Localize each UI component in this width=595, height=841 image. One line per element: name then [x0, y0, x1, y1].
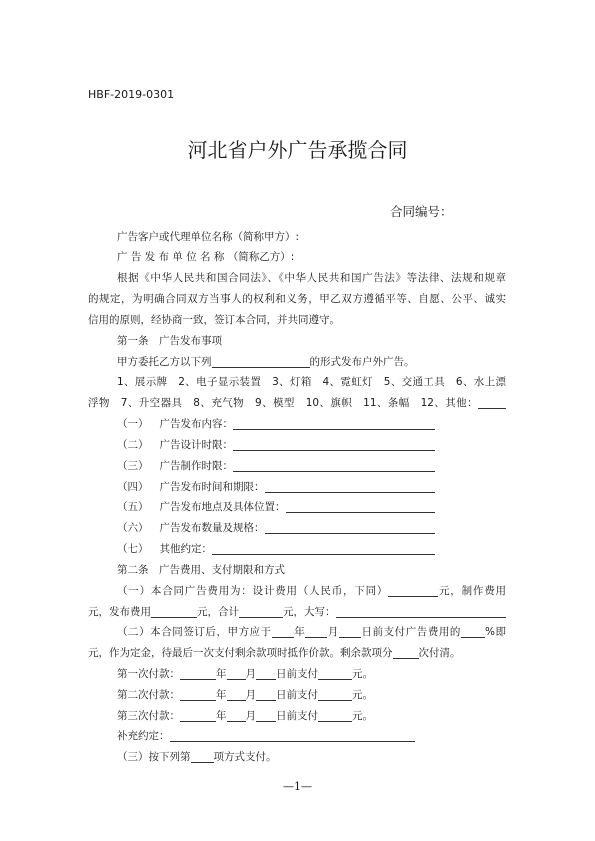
- blank-field: [191, 750, 214, 763]
- article-1-item: [88, 456, 435, 477]
- blank-field: [286, 500, 436, 513]
- deposit-text: 元，作为定金，待最后一次支付剩余款项时抵作价款。剩余款项分: [88, 647, 393, 660]
- blank-field: [461, 625, 485, 638]
- installment-text: 年: [216, 667, 227, 680]
- blank-field: [265, 480, 436, 493]
- fee-text: 元，合计: [197, 605, 239, 618]
- contract-body: [88, 227, 506, 769]
- deposit-text: 日前支付广告费用的: [360, 626, 461, 639]
- installment-text: 月: [245, 688, 256, 701]
- blank-field: [227, 667, 246, 680]
- installment-text: 第一次付款：: [117, 667, 180, 680]
- installment-text: 元。: [352, 667, 373, 680]
- entrust-text: 的形式发布户外广告。: [309, 355, 415, 368]
- fee-clause-line-1: [88, 581, 506, 602]
- item-number: （四）: [117, 480, 149, 493]
- entrust-text: 甲方委托乙方以下列: [117, 355, 212, 368]
- blank-field: [305, 625, 327, 638]
- blank-field: [393, 646, 419, 659]
- form-options-line-2: [88, 393, 506, 414]
- article-1-item: [88, 518, 435, 539]
- item-label: 广告发布地点及具体位置：: [159, 501, 286, 514]
- deposit-clause-line-2: [88, 643, 506, 664]
- blank-field: [180, 709, 216, 722]
- deposit-text: %即: [484, 626, 507, 639]
- form-options-text: 1、展示牌 2、电子显示装置 3、灯箱 4、霓虹灯 5、交通工具 6、水上漂: [117, 376, 506, 389]
- party-b-line: [88, 247, 506, 268]
- item-label: 广告发布时间和期限：: [159, 480, 265, 493]
- blank-field: [227, 688, 246, 701]
- form-options-text: 浮物 7、升空器具 8、充气物 9、模型 10、旗帜 11、条幅 12、其他：: [88, 397, 478, 410]
- blank-field: [478, 396, 506, 409]
- fee-clause-line-2: [88, 602, 506, 623]
- blank-field: [388, 584, 438, 597]
- installment-text: 年: [216, 709, 227, 722]
- blank-field: [339, 625, 361, 638]
- installment-text: 第三次付款：: [117, 709, 180, 722]
- blank-field: [227, 709, 246, 722]
- installment-text: 年: [216, 688, 227, 701]
- blank-field: [318, 667, 352, 680]
- blank-field: [318, 709, 352, 722]
- preamble-line-2: [88, 289, 506, 310]
- blank-field: [212, 542, 435, 555]
- article-1-heading: [88, 331, 506, 352]
- contract-title: 河北省户外广告承揽合同: [187, 138, 408, 162]
- fee-text: 元，制作费用: [438, 584, 507, 597]
- item-number: （六）: [117, 522, 149, 535]
- item-number: （五）: [117, 501, 149, 514]
- blank-field: [336, 605, 507, 618]
- installment-text: 元。: [352, 688, 373, 701]
- blank-field: [212, 355, 310, 368]
- item-label: 广告设计时限：: [159, 438, 233, 451]
- article-heading-text: 第二条 广告费用、支付期限和方式: [117, 563, 285, 576]
- article-1-item: [88, 414, 435, 435]
- article-1-item: [88, 435, 435, 456]
- installment-text: 元。: [352, 709, 373, 722]
- article-heading-text: 第一条 广告发布事项: [117, 334, 222, 347]
- installment-line: [88, 685, 506, 706]
- installment-line: [88, 664, 506, 685]
- blank-field: [239, 605, 283, 618]
- item-label: 广告制作时限：: [159, 459, 233, 472]
- blank-field: [151, 605, 197, 618]
- document-code: HBF-2019-0301: [88, 88, 175, 101]
- installment-text: 日前支付: [276, 667, 318, 680]
- article-2-heading: [88, 560, 506, 581]
- form-options-line-1: [88, 372, 506, 393]
- article-1-item: [88, 539, 435, 560]
- item-number: （一）: [117, 418, 149, 431]
- preamble-text: 根据《中华人民共和国合同法》、《中华人民共和国广告法》等法律、法规和规章: [117, 272, 506, 285]
- fee-text: 元，发布费用: [88, 605, 151, 618]
- article-1-item: [88, 477, 435, 498]
- page-number: —1—: [283, 780, 312, 793]
- deposit-text: （二）本合同签订后，甲方应于: [117, 626, 272, 639]
- item-label: 其他约定：: [159, 543, 212, 556]
- article-1-item: [88, 497, 435, 518]
- blank-field: [233, 438, 435, 451]
- blank-field: [233, 459, 435, 472]
- item-number: （七）: [117, 543, 149, 556]
- installment-text: 日前支付: [276, 688, 318, 701]
- blank-field: [180, 688, 216, 701]
- installment-text: 第二次付款：: [117, 688, 180, 701]
- preamble-text: 的规定，为明确合同双方当事人的权利和义务，甲乙双方遵循平等、自愿、公平、诚实: [88, 293, 506, 306]
- supplementary-line: [88, 726, 415, 747]
- payment-method-text: 项方式支付。: [213, 751, 277, 764]
- preamble-text: 信用的原则，经协商一致，签订本合同，并共同遵守。: [88, 313, 340, 326]
- item-number: （二）: [117, 438, 149, 451]
- entrust-line: [88, 352, 506, 373]
- deposit-text: 次付清。: [418, 647, 461, 660]
- item-label: 广告发布数量及规格：: [159, 522, 265, 535]
- preamble-line-3: [88, 310, 506, 331]
- party-b-label: 广 告 发 布 单 位 名 称 （简称乙方）:: [117, 251, 295, 264]
- blank-field: [233, 417, 435, 430]
- party-a-line: [88, 227, 506, 248]
- installment-line: [88, 706, 506, 727]
- fee-text: （一）本合同广告费用为：设计费用（人民币，下同）: [117, 584, 389, 597]
- blank-field: [256, 709, 276, 722]
- blank-field: [180, 667, 216, 680]
- installment-text: 月: [245, 709, 256, 722]
- deposit-clause-line-1: [88, 622, 506, 643]
- blank-field: [318, 688, 352, 701]
- deposit-text: 年: [293, 626, 306, 639]
- blank-field: [170, 729, 416, 742]
- installment-text: 日前支付: [276, 709, 318, 722]
- party-a-label: 广告客户或代理单位名称（简称甲方）:: [117, 230, 300, 243]
- blank-field: [256, 667, 276, 680]
- blank-field: [272, 625, 294, 638]
- payment-method-text: （三）按下列第: [117, 751, 191, 764]
- payment-method-line: [88, 747, 506, 768]
- preamble-line-1: [88, 268, 506, 289]
- fee-text: 元，大写：: [283, 605, 336, 618]
- blank-field: [256, 688, 276, 701]
- installment-text: 月: [245, 667, 256, 680]
- contract-number-label: 合同编号：: [390, 204, 453, 219]
- supplementary-label: 补充约定：: [117, 730, 170, 743]
- blank-field: [265, 521, 436, 534]
- item-label: 广告发布内容：: [159, 418, 233, 431]
- item-number: （三）: [117, 459, 149, 472]
- deposit-text: 月: [327, 626, 339, 639]
